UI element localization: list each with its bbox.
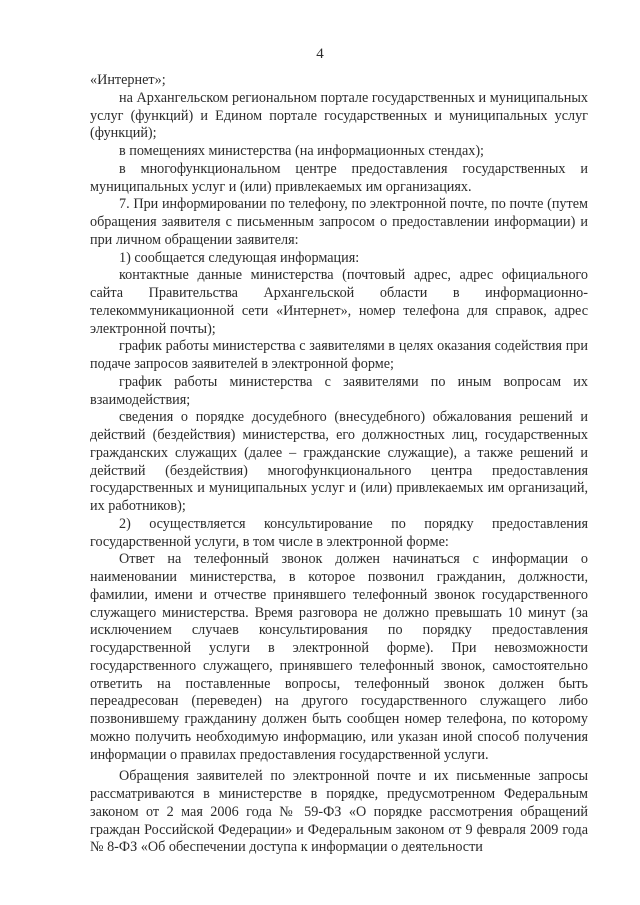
paragraph: 1) сообщается следующая информация:: [119, 249, 360, 266]
paragraph: в помещениях министерства (на информационных стендах);: [119, 143, 484, 159]
paragraph: график работы министерства с заявителями в целях оказания содействия при подаче запросов заявителей в электронной форме;: [90, 338, 588, 372]
paragraph: Ответ на телефонный звонок должен начинаться с информации о наименовании министерства, в которое позвонил гражданин, должности, фамилии, имени и отчестве принявшего телефонный звонок государственного служащего министерства. Время разговора не должно превышать 10 минут (за исключением случаев консультирования по порядку предоставления государственной услуги в электронной форме). При невозможности государственного служащего, принявшего телефонный звонок, самостоятельно ответить на поставленные вопросы, телефонный звонок должен быть переадресован (переведен) на другого государственного служащего либо позвонившему гражданину должен быть сообщен номер телефона, по которому можно получить необходимую информацию, или указан иной способ получения информации о правилах предоставления государственной услуги.: [90, 551, 588, 763]
paragraph: в многофункциональном центре предоставления государственных и муниципальных услуг и (или) привлекаемых им организациях.: [90, 160, 588, 195]
paragraph: «Интернет»;: [90, 72, 166, 88]
paragraph: 2) осуществляется консультирование по порядку предоставления государственной услуги, в том числе в электронной форме:: [90, 515, 588, 550]
page-number: 4: [316, 46, 324, 62]
paragraph: Обращения заявителей по электронной почте и их письменные запросы рассматриваются в министерстве в порядке, предусмотренном Федеральным законом от 2 мая 2006 года № 59-ФЗ «О порядке рассмотрения обращений граждан Российской Федерации» и Федеральным законом от 9 февраля 2009 года № 8-ФЗ «Об обеспечении доступа к информации о деятельности: [90, 768, 588, 856]
paragraph: контактные данные министерства (почтовый адрес, адрес официального сайта Правительства Архангельской области в информационно-телекоммуникационной сети «Интернет», номер телефона для справок, адрес электронной почты);: [90, 267, 588, 337]
document-body: [90, 72, 588, 857]
paragraph: на Архангельском региональном портале государственных и муниципальных услуг (функций) и Едином портале государственных и муниципальных услуг (функций);: [90, 89, 588, 142]
paragraph: график работы министерства с заявителями по иным вопросам их взаимодействия;: [90, 373, 588, 408]
paragraph: 7. При информировании по телефону, по электронной почте, по почте (путем обращения заявителя с письменным запросом о предоставлении информации) и при личном обращении заявителя:: [90, 196, 588, 248]
paragraph: сведения о порядке досудебного (внесудебного) обжалования решений и действий (бездействия) министерства, его должностных лиц, государственных гражданских служащих (далее – гражданские служащие), а также решений и действий (бездействия) многофункционального центра предоставления государственных и муниципальных услуг и (или) привлекаемых им организаций, их работников);: [90, 409, 588, 514]
